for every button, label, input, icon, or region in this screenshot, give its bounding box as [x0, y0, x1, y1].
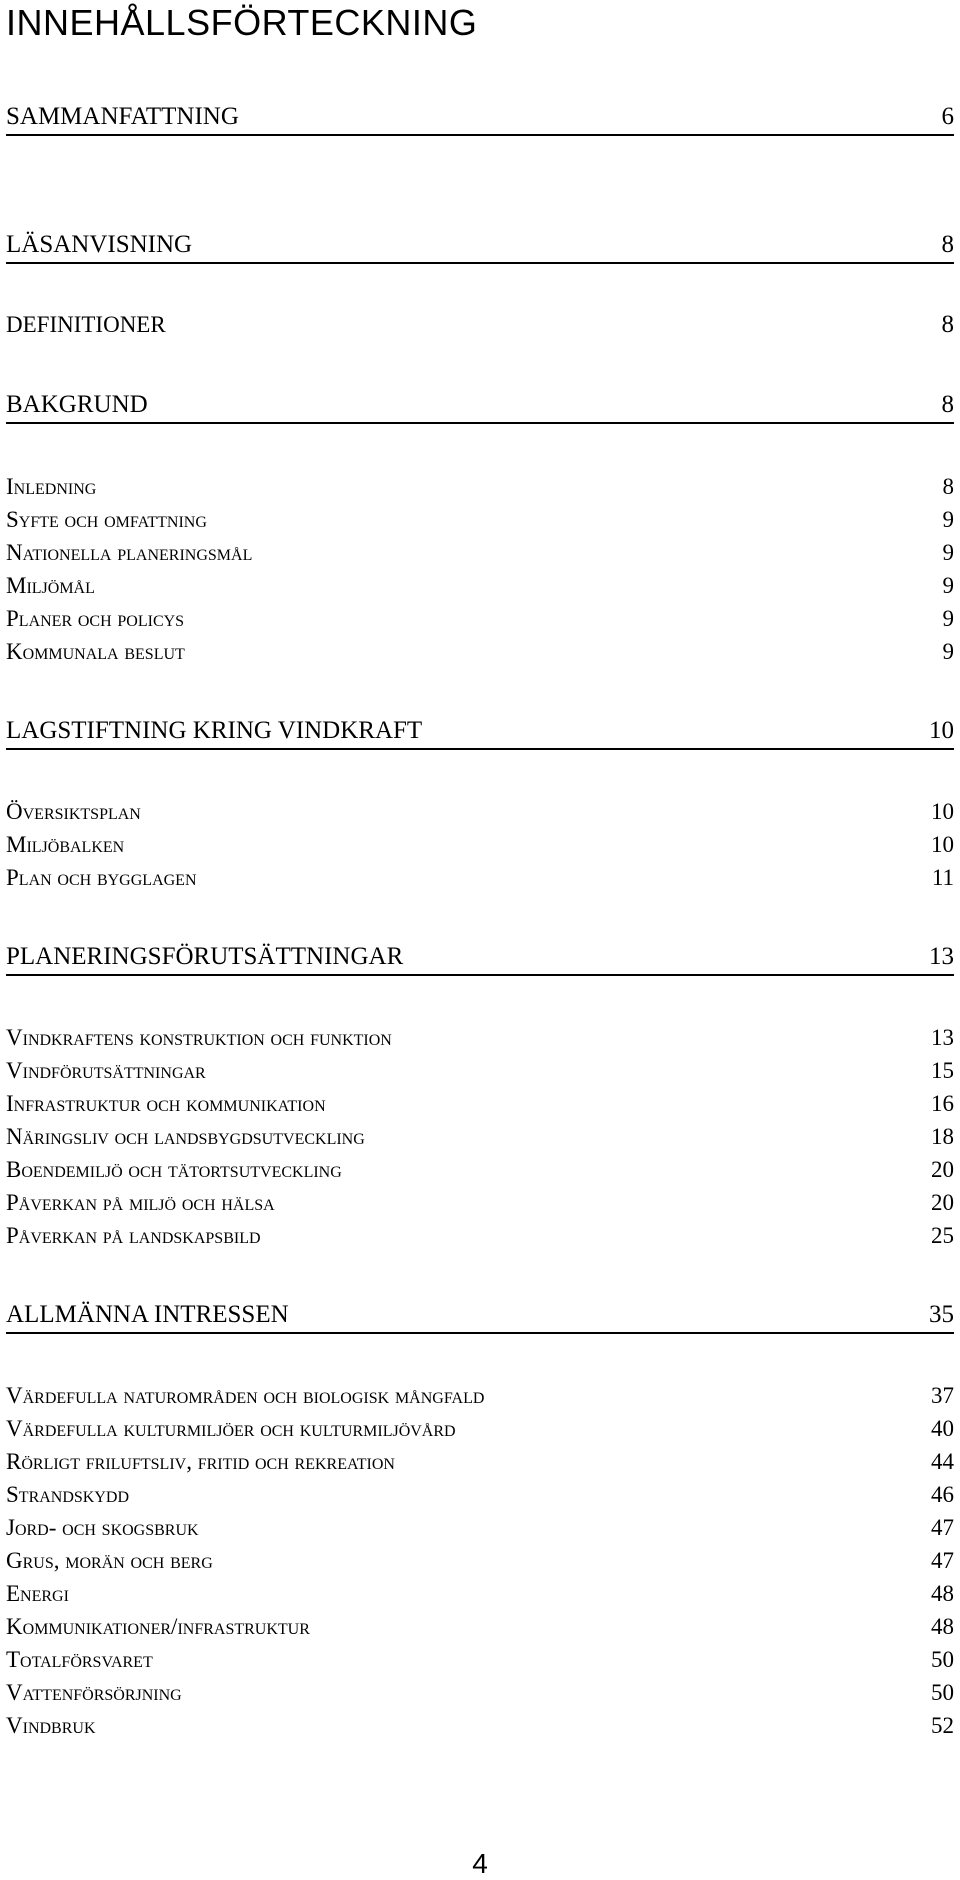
- toc-entry-label: BAKGRUND: [6, 391, 148, 418]
- toc-entry-label: PLANERINGSFÖRUTSÄTTNINGAR: [6, 943, 404, 970]
- toc-entry-label: Jord- och skogsbruk: [6, 1515, 199, 1540]
- toc-entry-page: 40: [931, 1416, 954, 1441]
- toc-entry-page: 8: [942, 474, 954, 499]
- toc-entry-page: 48: [931, 1581, 954, 1606]
- toc-entry-naringsliv[interactable]: [6, 1121, 954, 1153]
- toc-entry-page: 16: [931, 1091, 954, 1116]
- toc-entry-allmanna-intressen[interactable]: [6, 1298, 954, 1334]
- toc-entry-label: Vindförutsättningar: [6, 1058, 206, 1083]
- toc-entry-vindkraftens-konstruktion[interactable]: [6, 1022, 954, 1054]
- toc-entry-label: LÄSANVISNING: [6, 231, 193, 258]
- toc-entry-label: Totalförsvaret: [6, 1647, 153, 1672]
- toc-entry-page: 50: [931, 1680, 954, 1705]
- toc-entry-page: 9: [942, 507, 954, 532]
- toc-entry-totalforsvaret[interactable]: [6, 1644, 954, 1676]
- toc-entry-planer-och-policys[interactable]: [6, 603, 954, 635]
- toc-entry-page: 44: [931, 1449, 954, 1474]
- toc-entry-grus-moran-berg[interactable]: [6, 1545, 954, 1577]
- toc-entry-label: Näringsliv och landsbygdsutveckling: [6, 1124, 365, 1149]
- toc-entry-label: Energi: [6, 1581, 69, 1606]
- toc-entry-boendemiljo[interactable]: [6, 1154, 954, 1186]
- toc-entry-label: Inledning: [6, 474, 97, 499]
- toc-entry-label: Vindbruk: [6, 1713, 96, 1738]
- toc-entry-planeringsforutsattningar[interactable]: [6, 940, 954, 976]
- toc-entry-label: Översiktsplan: [6, 799, 141, 824]
- toc-entry-lasanvisning[interactable]: [6, 228, 954, 264]
- toc-entry-strandskydd[interactable]: [6, 1479, 954, 1511]
- toc-entry-page: 8: [941, 311, 954, 338]
- toc-entry-label: Boendemiljö och tätortsutveckling: [6, 1157, 342, 1182]
- toc-entry-paverkan-landskapsbild[interactable]: [6, 1220, 954, 1252]
- toc-entry-friluftsliv[interactable]: [6, 1446, 954, 1478]
- toc-entry-oversiktsplan[interactable]: [6, 796, 954, 828]
- toc-entry-plan-och-bygglagen[interactable]: [6, 862, 954, 894]
- toc-entry-page: 10: [929, 717, 954, 744]
- page-title: INNEHÅLLSFÖRTECKNING: [6, 2, 478, 43]
- toc-entry-label: Kommunikationer/infrastruktur: [6, 1614, 310, 1639]
- toc-entry-page: 9: [942, 606, 954, 631]
- toc-entry-label: Miljöbalken: [6, 832, 125, 857]
- toc-entry-label: Kommunala beslut: [6, 639, 185, 664]
- toc-entry-kommunikationer[interactable]: [6, 1611, 954, 1643]
- toc-entry-page: 48: [931, 1614, 954, 1639]
- toc-entry-energi[interactable]: [6, 1578, 954, 1610]
- toc-entry-page: 8: [941, 231, 954, 258]
- toc-entry-naturomraden[interactable]: [6, 1380, 954, 1412]
- toc-entry-bakgrund[interactable]: [6, 388, 954, 424]
- toc-entry-kulturmiljoer[interactable]: [6, 1413, 954, 1445]
- toc-entry-page: 20: [931, 1190, 954, 1215]
- toc-entry-page: 6: [941, 103, 954, 130]
- toc-entry-page: 50: [931, 1647, 954, 1672]
- toc-entry-vindforutsattningar[interactable]: [6, 1055, 954, 1087]
- toc-entry-definitioner[interactable]: [6, 308, 954, 344]
- toc-entry-label: SAMMANFATTNING: [6, 103, 239, 130]
- toc-entry-page: 9: [942, 573, 954, 598]
- toc-entry-page: 47: [931, 1548, 954, 1573]
- toc-entry-label: Plan och bygglagen: [6, 865, 197, 890]
- toc-entry-page: 10: [931, 799, 954, 824]
- toc-entry-label: Nationella planeringsmål: [6, 540, 253, 565]
- toc-entry-label: Vattenförsörjning: [6, 1680, 182, 1705]
- toc-entry-page: 11: [931, 865, 954, 890]
- toc-entry-label: ALLMÄNNA INTRESSEN: [6, 1301, 289, 1328]
- toc-entry-page: 52: [931, 1713, 954, 1738]
- toc-entry-miljomal[interactable]: [6, 570, 954, 602]
- toc-entry-label: Värdefulla kulturmiljöer och kulturmiljövård: [6, 1416, 456, 1441]
- page-number: 4: [472, 1848, 488, 1879]
- toc-entry-inledning[interactable]: [6, 471, 954, 503]
- toc-entry-syfte-och-omfattning[interactable]: [6, 504, 954, 536]
- toc-entry-label: Påverkan på miljö och hälsa: [6, 1190, 275, 1215]
- toc-entry-page: 20: [931, 1157, 954, 1182]
- toc-entry-miljobalken[interactable]: [6, 829, 954, 861]
- toc-entry-infrastruktur[interactable]: [6, 1088, 954, 1120]
- toc-entry-vindbruk[interactable]: [6, 1710, 954, 1742]
- toc-entry-page: 9: [942, 639, 954, 664]
- toc-entry-page: 9: [942, 540, 954, 565]
- toc-entry-page: 10: [931, 832, 954, 857]
- toc-entry-paverkan-miljo[interactable]: [6, 1187, 954, 1219]
- toc-entry-page: 37: [931, 1383, 954, 1408]
- toc-entry-jord-och-skogsbruk[interactable]: [6, 1512, 954, 1544]
- toc-entry-label: DEFINITIONER: [6, 312, 166, 337]
- toc-entry-label: Miljömål: [6, 573, 95, 598]
- toc-entry-label: Planer och policys: [6, 606, 185, 631]
- toc-entry-page: 15: [931, 1058, 954, 1083]
- toc-entry-lagstiftning[interactable]: [6, 714, 954, 750]
- toc-entry-label: LAGSTIFTNING KRING VINDKRAFT: [6, 717, 423, 744]
- toc-entry-vattenforsorjning[interactable]: [6, 1677, 954, 1709]
- toc-entry-page: 13: [929, 943, 954, 970]
- toc-entry-page: 25: [931, 1223, 954, 1248]
- toc-entry-label: Värdefulla naturområden och biologisk mångfald: [6, 1383, 485, 1408]
- toc-entry-sammanfattning[interactable]: [6, 100, 954, 136]
- toc-entry-page: 8: [941, 391, 954, 418]
- toc-entry-page: 13: [931, 1025, 954, 1050]
- toc-entry-label: Vindkraftens konstruktion och funktion: [6, 1025, 392, 1050]
- toc-entry-kommunala-beslut[interactable]: [6, 636, 954, 668]
- toc-entry-page: 46: [931, 1482, 954, 1507]
- toc-entry-nationella-planeringsmal[interactable]: [6, 537, 954, 569]
- toc-entry-page: 18: [931, 1124, 954, 1149]
- toc-entry-label: Syfte och omfattning: [6, 507, 207, 532]
- toc-entry-label: Strandskydd: [6, 1482, 130, 1507]
- toc-entry-label: Rörligt friluftsliv, fritid och rekreation: [6, 1449, 395, 1474]
- toc-entry-label: Infrastruktur och kommunikation: [6, 1091, 326, 1116]
- toc-entry-page: 47: [931, 1515, 954, 1540]
- toc-entry-label: Grus, morän och berg: [6, 1548, 213, 1573]
- toc-entry-label: Påverkan på landskapsbild: [6, 1223, 261, 1248]
- toc-entry-page: 35: [929, 1301, 954, 1328]
